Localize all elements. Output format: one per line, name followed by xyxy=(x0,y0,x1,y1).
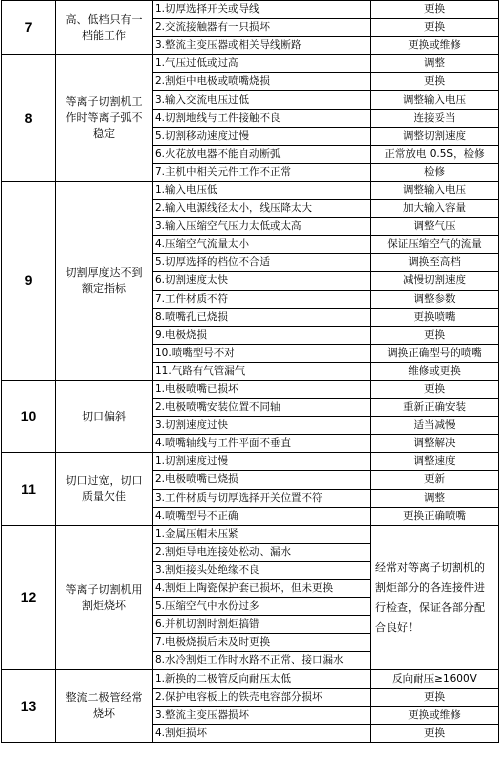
fault-description: 切口偏斜 xyxy=(56,380,153,452)
remedy-cell: 保证压缩空气的流量 xyxy=(371,236,499,254)
cause-cell: 6.火花放电器不能自动断弧 xyxy=(153,145,371,163)
remedy-cell: 调整输入电压 xyxy=(371,91,499,109)
fault-number: 7 xyxy=(2,1,56,55)
cause-cell: 6.并机切割时割炬搞错 xyxy=(153,616,371,634)
cause-cell: 9.电极烧损 xyxy=(153,326,371,344)
troubleshooting-table xyxy=(1,0,499,743)
fault-number: 13 xyxy=(2,670,56,742)
remedy-cell: 调整 xyxy=(371,55,499,73)
remedy-cell: 更换或维修 xyxy=(371,706,499,724)
remedy-cell: 调整参数 xyxy=(371,290,499,308)
table-row xyxy=(2,181,499,199)
cause-cell: 3.切割速度过快 xyxy=(153,417,371,435)
remedy-cell: 调整速度 xyxy=(371,453,499,471)
cause-cell: 3.输入交流电压过低 xyxy=(153,91,371,109)
cause-cell: 2.电极喷嘴安装位置不同轴 xyxy=(153,399,371,417)
table-row xyxy=(2,525,499,543)
remedy-cell: 更换或维修 xyxy=(371,37,499,55)
fault-description: 切割厚度达不到额定指标 xyxy=(56,181,153,380)
cause-cell: 5.压缩空气中水份过多 xyxy=(153,598,371,616)
cause-cell: 7.电极烧损后未及时更换 xyxy=(153,634,371,652)
remedy-cell: 调整输入电压 xyxy=(371,181,499,199)
remedy-cell: 检修 xyxy=(371,163,499,181)
cause-cell: 3.整流主变压器损坏 xyxy=(153,706,371,724)
remedy-cell: 更换 xyxy=(371,688,499,706)
fault-number: 10 xyxy=(2,380,56,452)
remedy-cell: 反向耐压≥1600V xyxy=(371,670,499,688)
cause-cell: 6.切割速度太快 xyxy=(153,272,371,290)
cause-cell: 2.割炬中电极或喷嘴烧损 xyxy=(153,73,371,91)
remedy-cell: 更换 xyxy=(371,19,499,37)
table-row xyxy=(2,670,499,688)
cause-cell: 1.新换的二极管反向耐压太低 xyxy=(153,670,371,688)
remedy-cell: 正常放电 0.5S，检修 xyxy=(371,145,499,163)
remedy-cell: 更换 xyxy=(371,1,499,19)
table-row xyxy=(2,55,499,73)
fault-number: 9 xyxy=(2,181,56,380)
cause-cell: 3.输入压缩空气压力太低或太高 xyxy=(153,218,371,236)
cause-cell: 2.割炬导电连接处松动、漏水 xyxy=(153,543,371,561)
cause-cell: 1.切割速度过慢 xyxy=(153,453,371,471)
cause-cell: 4.割炬上陶瓷保护套已损坏，但未更换 xyxy=(153,580,371,598)
cause-cell: 2.电极喷嘴已烧损 xyxy=(153,471,371,489)
cause-cell: 8.水冷割炬工作时水路不正常、接口漏水 xyxy=(153,652,371,670)
remedy-cell: 重新正确安装 xyxy=(371,399,499,417)
cause-cell: 10.喷嘴型号不对 xyxy=(153,344,371,362)
fault-description: 等离子切割机用割炬烧坏 xyxy=(56,525,153,670)
remedy-cell: 调整切割速度 xyxy=(371,127,499,145)
remedy-cell: 更换 xyxy=(371,380,499,398)
cause-cell: 8.喷嘴孔已烧损 xyxy=(153,308,371,326)
cause-cell: 4.割炬损坏 xyxy=(153,724,371,742)
remedy-cell: 调整 xyxy=(371,489,499,507)
cause-cell: 5.切割移动速度过慢 xyxy=(153,127,371,145)
cause-cell: 4.喷嘴型号不正确 xyxy=(153,507,371,525)
cause-cell: 3.割炬接头处绝缘不良 xyxy=(153,561,371,579)
remedy-cell: 更换正确喷嘴 xyxy=(371,507,499,525)
fault-description: 整流二极管经常烧坏 xyxy=(56,670,153,742)
fault-description: 切口过宽，切口质量欠佳 xyxy=(56,453,153,525)
cause-cell: 11.气路有气管漏气 xyxy=(153,362,371,380)
cause-cell: 1.输入电压低 xyxy=(153,181,371,199)
remedy-cell: 更换 xyxy=(371,326,499,344)
remedy-cell: 加大输入容量 xyxy=(371,200,499,218)
cause-cell: 4.喷嘴轴线与工件平面不垂直 xyxy=(153,435,371,453)
cause-cell: 2.输入电源线径太小，线压降太大 xyxy=(153,200,371,218)
cause-cell: 5.切厚选择的档位不合适 xyxy=(153,254,371,272)
cause-cell: 1.电极喷嘴已损坏 xyxy=(153,380,371,398)
remedy-cell: 更换喷嘴 xyxy=(371,308,499,326)
cause-cell: 7.工件材质不符 xyxy=(153,290,371,308)
fault-number: 11 xyxy=(2,453,56,525)
remedy-cell: 更换 xyxy=(371,73,499,91)
remedy-cell: 连接妥当 xyxy=(371,109,499,127)
table-row xyxy=(2,1,499,19)
remedy-cell: 调整解决 xyxy=(371,435,499,453)
remedy-cell: 调换至高档 xyxy=(371,254,499,272)
cause-cell: 2.交流接触器有一只损坏 xyxy=(153,19,371,37)
fault-number: 12 xyxy=(2,525,56,670)
cause-cell: 1.气压过低或过高 xyxy=(153,55,371,73)
remedy-cell: 维修或更换 xyxy=(371,362,499,380)
cause-cell: 1.切厚选择开关或导线 xyxy=(153,1,371,19)
cause-cell: 4.压缩空气流量太小 xyxy=(153,236,371,254)
cause-cell: 3.工件材质与切厚选择开关位置不符 xyxy=(153,489,371,507)
remedy-cell: 适当减慢 xyxy=(371,417,499,435)
remedy-cell: 减慢切割速度 xyxy=(371,272,499,290)
remedy-cell: 更换 xyxy=(371,724,499,742)
cause-cell: 4.切割地线与工件接触不良 xyxy=(153,109,371,127)
remedy-cell: 调整气压 xyxy=(371,218,499,236)
remedy-cell: 经常对等离子切割机的割炬部分的各连接件进行检查，保证各部分配合良好！ xyxy=(371,525,499,670)
remedy-cell: 调换正确型号的喷嘴 xyxy=(371,344,499,362)
remedy-cell: 更新 xyxy=(371,471,499,489)
cause-cell: 3.整流主变压器或相关导线断路 xyxy=(153,37,371,55)
fault-number: 8 xyxy=(2,55,56,182)
cause-cell: 1.金属压帽未压紧 xyxy=(153,525,371,543)
fault-description: 高、低档只有一档能工作 xyxy=(56,1,153,55)
fault-description: 等离子切割机工作时等离子弧不稳定 xyxy=(56,55,153,182)
table-row xyxy=(2,453,499,471)
table-row xyxy=(2,380,499,398)
cause-cell: 7.主机中相关元件工作不正常 xyxy=(153,163,371,181)
cause-cell: 2.保护电容板上的铁壳电容部分损坏 xyxy=(153,688,371,706)
